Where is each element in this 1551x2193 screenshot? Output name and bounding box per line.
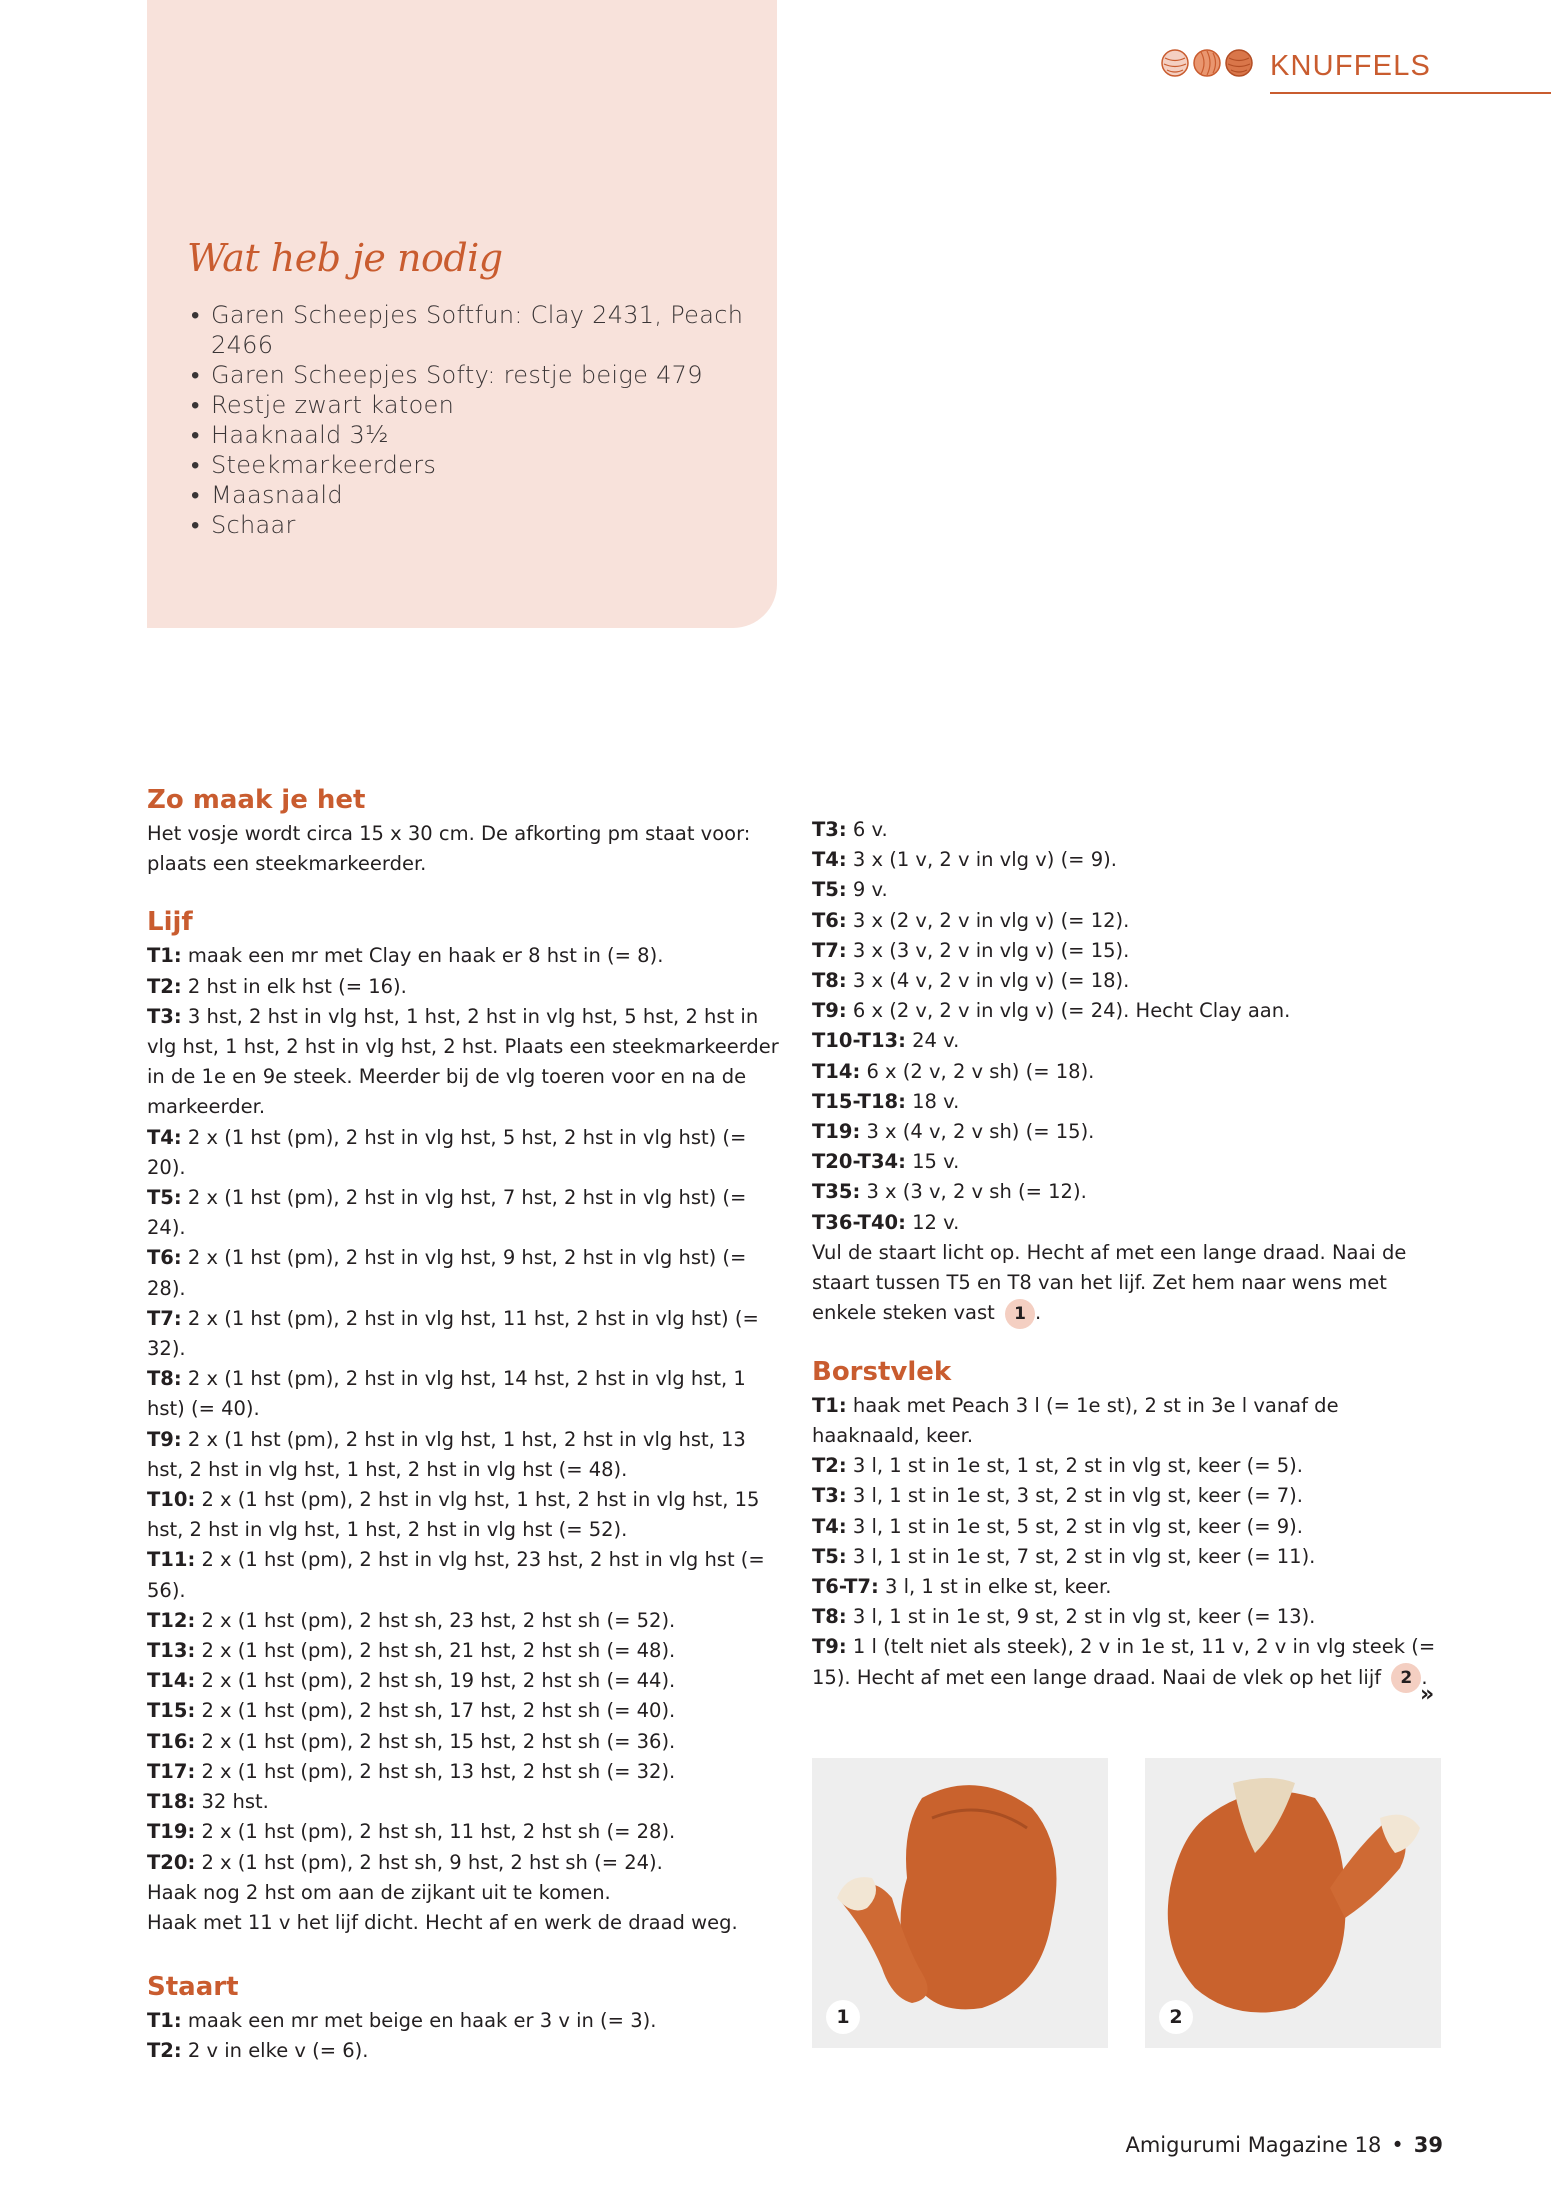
page-footer: Amigurumi Magazine 18 • 39: [1125, 2133, 1443, 2157]
instruction-row: T8: 3 l, 1 st in 1e st, 9 st, 2 st in vlg st, keer (= 13).: [812, 1605, 1316, 1629]
materials-item: • Maasnaald: [191, 480, 761, 510]
body-closing-2: Haak met 11 v het lijf dicht. Hecht af en werk de draad weg.: [147, 1910, 738, 1934]
materials-item: • Steekmarkeerders: [191, 450, 761, 480]
instruction-row: T3: 6 v.: [812, 818, 888, 841]
instruction-row: T4: 3 l, 1 st in 1e st, 5 st, 2 st in vlg st, keer (= 9).: [812, 1514, 1303, 1538]
instruction-row: T17: 2 x (1 hst (pm), 2 hst sh, 13 hst, 2 hst sh (= 32).: [147, 1759, 676, 1783]
instruction-row: T12: 2 x (1 hst (pm), 2 hst sh, 23 hst, 2 hst sh (= 52).: [147, 1608, 676, 1632]
tail-rows-right: [812, 815, 1452, 1238]
tail-title: Staart: [147, 1972, 239, 2003]
step-badge: 2: [1391, 1663, 1421, 1693]
magazine-name: Amigurumi Magazine 18: [1125, 2133, 1382, 2157]
materials-item: • Garen Scheepjes Softy: restje beige 479: [191, 360, 761, 390]
photo-tail: [812, 1758, 1108, 2048]
instruction-row: T11: 2 x (1 hst (pm), 2 hst in vlg hst, 23 hst, 2 hst in vlg hst (= 56).: [147, 1548, 765, 1602]
instruction-row: T1: haak met Peach 3 l (= 1e st), 2 st in 3e l vanaf de haaknaald, keer.: [812, 1393, 1339, 1447]
instruction-row: T35: 3 x (3 v, 2 v sh (= 12).: [812, 1180, 1087, 1204]
instruction-row: T1: maak een mr met Clay en haak er 8 hst in (= 8).: [147, 944, 664, 968]
instruction-row: T13: 2 x (1 hst (pm), 2 hst sh, 21 hst, 2 hst sh (= 48).: [147, 1639, 676, 1663]
instruction-row: T15-T18: 18 v.: [812, 1089, 960, 1113]
instruction-row: T19: 3 x (4 v, 2 v sh) (= 15).: [812, 1120, 1095, 1144]
chest-rows: [812, 1391, 1452, 1633]
instruction-row: T4: 2 x (1 hst (pm), 2 hst in vlg hst, 5 hst, 2 hst in vlg hst) (= 20).: [147, 1125, 747, 1179]
instruction-row: T2: 2 v in elke v (= 6).: [147, 2039, 369, 2063]
instruction-row: T6: 3 x (2 v, 2 v in vlg v) (= 12).: [812, 908, 1130, 932]
materials-item: • Schaar: [191, 510, 761, 540]
photo-number: 2: [1159, 2000, 1193, 2034]
materials-item: • Haaknaald 3½: [191, 420, 761, 450]
instruction-row: T1: maak een mr met beige en haak er 3 v in (= 3).: [147, 2009, 657, 2033]
instruction-row: T14: 2 x (1 hst (pm), 2 hst sh, 19 hst, 2 hst sh (= 44).: [147, 1669, 676, 1693]
instruction-row: T7: 2 x (1 hst (pm), 2 hst in vlg hst, 11 hst, 2 hst in vlg hst) (= 32).: [147, 1306, 759, 1361]
instruction-row: T2: 3 l, 1 st in 1e st, 1 st, 2 st in vlg st, keer (= 5).: [812, 1454, 1303, 1478]
instruction-row: T16: 2 x (1 hst (pm), 2 hst sh, 15 hst, 2 hst sh (= 36).: [147, 1729, 676, 1753]
instruction-row: T6: 2 x (1 hst (pm), 2 hst in vlg hst, 9 hst, 2 hst in vlg hst) (= 28).: [147, 1246, 747, 1300]
header-rule: [1270, 92, 1551, 94]
section-header: [1160, 48, 1551, 98]
yarn-ball-icon: [1160, 48, 1190, 78]
body-rows: [147, 941, 787, 1877]
tail-rows-left: [147, 2006, 787, 2066]
yarn-ball-icon: [1192, 48, 1222, 78]
instruction-row: T14: 6 x (2 v, 2 v sh) (= 18).: [812, 1059, 1095, 1083]
materials-item: • Garen Scheepjes Softfun: Clay 2431, Peach 2466: [191, 300, 761, 360]
how-title: Zo maak je het: [147, 785, 366, 815]
materials-item: • Restje zwart katoen: [191, 390, 761, 420]
instruction-row: T5: 3 l, 1 st in 1e st, 7 st, 2 st in vlg st, keer (= 11).: [812, 1544, 1316, 1568]
instruction-row: T36-T40: 12 v.: [812, 1210, 960, 1234]
body-title: Lijf: [147, 907, 193, 938]
instruction-row: T5: 9 v.: [812, 878, 888, 902]
fox-chest-illustration: [1145, 1758, 1441, 2048]
instruction-row: T8: 3 x (4 v, 2 v in vlg v) (= 18).: [812, 969, 1130, 993]
continue-mark: »: [1420, 1682, 1435, 1707]
instruction-row: T8: 2 x (1 hst (pm), 2 hst in vlg hst, 14 hst, 2 hst in vlg hst, 1 hst) (= 40).: [147, 1367, 746, 1421]
instruction-row: T20-T34: 15 v.: [812, 1150, 960, 1174]
instruction-row: T20: 2 x (1 hst (pm), 2 hst sh, 9 hst, 2 hst sh (= 24).: [147, 1850, 663, 1874]
instruction-row: T7: 3 x (3 v, 2 v in vlg v) (= 15).: [812, 938, 1130, 962]
instruction-row: T9: 6 x (2 v, 2 v in vlg v) (= 24). Hecht Clay aan.: [812, 999, 1291, 1023]
photo-number: 1: [826, 2000, 860, 2034]
chest-last-row: T9: 1 l (telt niet als steek), 2 v in 1e st, 11 v, 2 v in vlg steek (= 15). Hecht af met een lange draad. Naai de vlek op het lijf 2 .: [812, 1632, 1452, 1693]
step-badge: 1: [1005, 1299, 1035, 1329]
fox-tail-illustration: [812, 1758, 1108, 2048]
instruction-row: T19: 2 x (1 hst (pm), 2 hst sh, 11 hst, 2 hst sh (= 28).: [147, 1820, 676, 1844]
instruction-row: T9: 2 x (1 hst (pm), 2 hst in vlg hst, 1 hst, 2 hst in vlg hst, 13 hst, 2 hst in vlg hst, 1 hst, 2 hst in vlg hst (= 48).: [147, 1427, 746, 1481]
photo-chest: [1145, 1758, 1441, 2048]
instructions-left-column: [147, 781, 787, 2067]
instruction-row: T10-T13: 24 v.: [812, 1029, 960, 1053]
materials-box: [147, 0, 777, 628]
materials-list: [191, 300, 761, 540]
instruction-row: T10: 2 x (1 hst (pm), 2 hst in vlg hst, 1 hst, 2 hst in vlg hst, 15 hst, 2 hst in vlg hst, 1 hst, 2 hst in vlg hst (= 52).: [147, 1488, 760, 1542]
instructions-right-column: [812, 815, 1452, 1693]
instruction-row: T18: 32 hst.: [147, 1790, 269, 1814]
materials-title: Wat heb je nodig: [187, 236, 503, 280]
instruction-row: T2: 2 hst in elk hst (= 16).: [147, 974, 407, 998]
instruction-row: T3: 3 l, 1 st in 1e st, 3 st, 2 st in vlg st, keer (= 7).: [812, 1484, 1303, 1508]
instruction-row: T15: 2 x (1 hst (pm), 2 hst sh, 17 hst, 2 hst sh (= 40).: [147, 1699, 676, 1723]
instruction-row: T3: 3 hst, 2 hst in vlg hst, 1 hst, 2 hst in vlg hst, 5 hst, 2 hst in vlg hst, 1 hst, 2 hst in vlg hst, 2 hst. Plaats een steekmarkeerder in de 1e en 9e steek. Meerder bij de vlg toeren voor en na de markeerder.: [147, 1004, 779, 1119]
instruction-row: T5: 2 x (1 hst (pm), 2 hst in vlg hst, 7 hst, 2 hst in vlg hst) (= 24).: [147, 1186, 747, 1240]
instruction-row: T6-T7: 3 l, 1 st in elke st, keer.: [812, 1574, 1112, 1598]
tail-closing: Vul de staart licht op. Hecht af met een lange draad. Naai de staart tussen T5 en T8 van het lijf. Zet hem naar wens met enkele steken vast 1 .: [812, 1238, 1452, 1329]
page-number: 39: [1413, 2133, 1443, 2157]
chest-title: Borstvlek: [812, 1356, 952, 1387]
yarn-ball-icon: [1224, 48, 1254, 78]
section-label: KNUFFELS: [1270, 50, 1432, 82]
how-intro: Het vosje wordt circa 15 x 30 cm. De afkorting pm staat voor: plaats een steekmarkeerder.: [147, 822, 751, 876]
instruction-row: T4: 3 x (1 v, 2 v in vlg v) (= 9).: [812, 848, 1117, 872]
body-closing-1: Haak nog 2 hst om aan de zijkant uit te komen.: [147, 1880, 611, 1904]
